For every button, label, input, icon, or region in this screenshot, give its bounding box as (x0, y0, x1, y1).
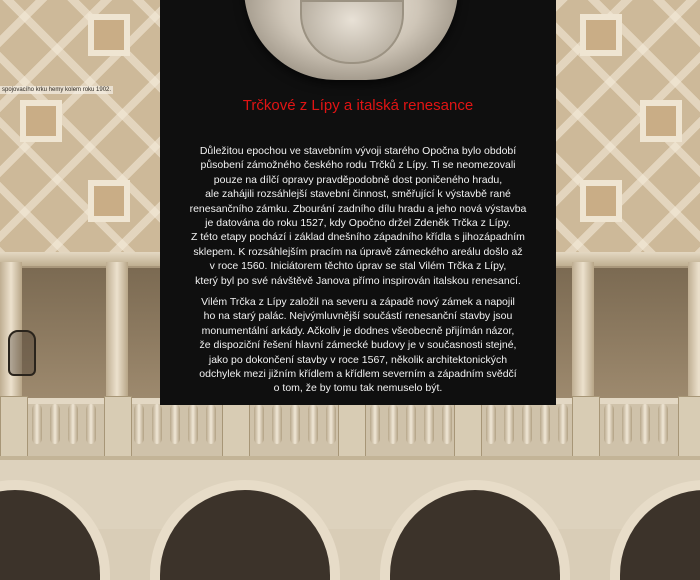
balustrade-pier (678, 396, 700, 460)
baluster (604, 404, 614, 444)
baluster (540, 404, 550, 444)
balustrade-pier (0, 396, 28, 460)
baluster (188, 404, 198, 444)
baluster (622, 404, 632, 444)
balustrade-pier (104, 396, 132, 460)
lower-arcade (0, 456, 700, 529)
baluster (206, 404, 216, 444)
baluster (406, 404, 416, 444)
wall-tile (580, 180, 622, 222)
baluster (68, 404, 78, 444)
wall-tile (580, 14, 622, 56)
balustrade-pier (222, 396, 250, 460)
wall-tile (88, 14, 130, 56)
baluster (290, 404, 300, 444)
lantern-icon (8, 330, 36, 376)
baluster (152, 404, 162, 444)
paragraph-2: Vilém Trčka z Lípy založil na severu a západě nový zámek a napojil ho na starý palác. Nejvýmluvnější součástí renesanční stavby jsou monumentální arkády. Ačkoliv je dodnes všeobecně přijímán názor, že dispoziční řešení hlavní zámecké budovy je v současnosti stejné, jako po dokončení stavby v roce 1567, několik architektonických odchylek mezi jižním křídlem a křídlem severním a západním svědčí o tom, že by tomu tak nemuselo být. (199, 296, 517, 395)
baluster (50, 404, 60, 444)
baluster (134, 404, 144, 444)
baluster (504, 404, 514, 444)
baluster (370, 404, 380, 444)
baluster (254, 404, 264, 444)
baluster (308, 404, 318, 444)
page-title: Trčkové z Lípy a italská renesance (242, 97, 474, 114)
wall-tile (88, 180, 130, 222)
paragraph-1: Důležitou epochou ve stavebním vývoji starého Opočna bylo období působení zámožného českého rodu Trčků z Lípy. Ti se neomezovali pouze na dílčí opravy pravděpodobně dost poničeného hradu, ale zahájili rozsáhlejší stavební činnost, směřující k výstavbě rané renesančního zámku. Zbourání zadního dílu hradu a jeho nová výstavba je datována do roku 1527, kdy Opočno držel Zdeněk Trčka z Lípy. Z této etapy pochází i základ dnešního západního křídla s jihozápadním sklepem. K rozsáhlejším pracím na úpravě zámeckého areálu došlo až v roce 1560. Iniciátorem těchto úprav se stal Vilém Trčka z Lípy, který byl po své návštěvě Janova přímo inspirován italskou renesancí. (189, 145, 527, 287)
baluster (388, 404, 398, 444)
wall-tile (640, 100, 682, 142)
baluster (658, 404, 668, 444)
baluster (522, 404, 532, 444)
baluster (558, 404, 568, 444)
balustrade-pier (338, 396, 366, 460)
baluster (442, 404, 452, 444)
wall-tile (20, 100, 62, 142)
balustrade-pier (454, 396, 482, 460)
baluster (640, 404, 650, 444)
baluster (424, 404, 434, 444)
baluster (170, 404, 180, 444)
baluster (486, 404, 496, 444)
photo-caption: spojovacího krku hemy kolem roku 1902. (2, 87, 112, 93)
baluster (32, 404, 42, 444)
baluster (272, 404, 282, 444)
balustrade-pier (572, 396, 600, 460)
baluster (326, 404, 336, 444)
baluster (86, 404, 96, 444)
